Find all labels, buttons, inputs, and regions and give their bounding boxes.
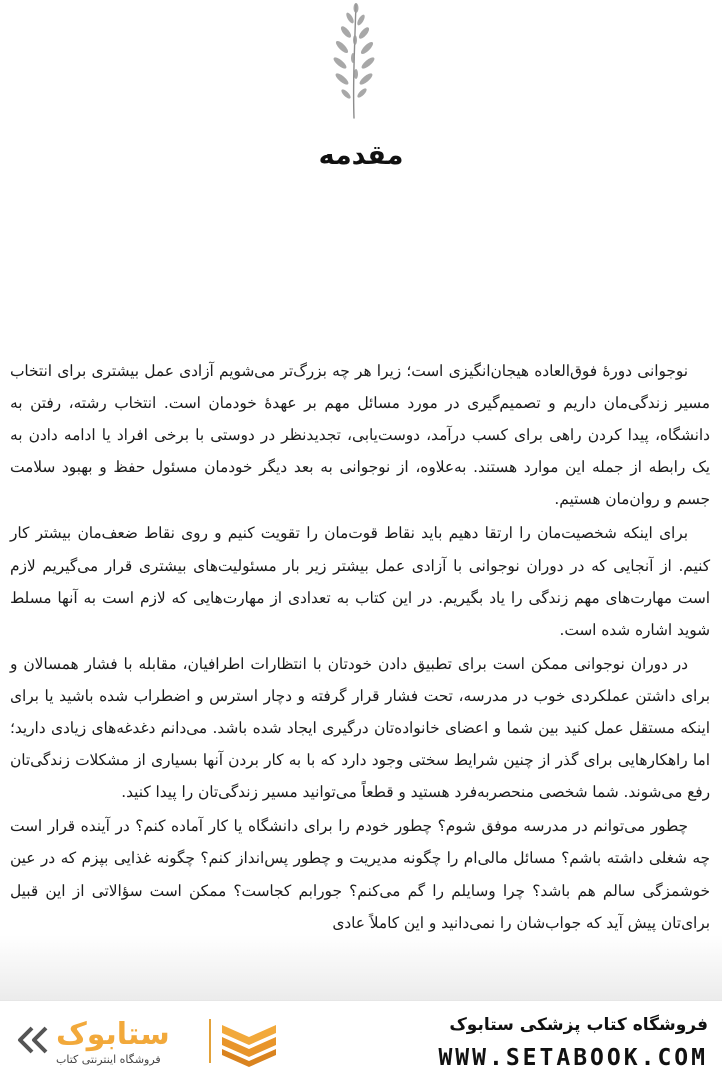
paragraph: چطور می‌توانم در مدرسه موفق شوم؟ چطور خودم را برای دانشگاه یا کار آماده کنم؟ در آینده قرار است چه شغلی داشته باشم؟ مسائل مالی‌ام را چگونه مدیریت و چطور پس‌انداز کنم؟ چگونه غذایی بپزم که در عین خوشمزگی سالم هم باشد؟ چرا وسایلم را گم می‌کنم؟ جورابم کجاست؟ ممکن است سؤالاتی از این قبیل برای‌تان پیش آید که جواب‌شان را نمی‌دانید و این کاملاً عادی [10, 817, 710, 932]
store-url-link[interactable]: WWW.SETABOOK.COM [438, 1045, 708, 1071]
store-footer-banner[interactable] [0, 1000, 722, 1081]
logo-divider [209, 1019, 211, 1063]
paragraph: برای اینکه شخصیت‌مان را ارتقا دهیم باید نقاط قوت‌مان را تقویت کنیم و روی نقاط ضعف‌مان بیشتر کار کنیم. از آنجایی که در دوران نوجوانی با آزادی عمل بیشتر زیر بار مسئولیت‌های بیشتری قرار می‌گیریم لازم است مهارت‌های مهم زندگی را یاد بگیریم. در این کتاب به تعدادی از مهارت‌هایی که لازم است به آنها مسلط شوید اشاره شده است. [10, 524, 711, 639]
double-chevron-icon [14, 1025, 54, 1055]
logo-text: ستابوک [56, 1017, 170, 1052]
page-fade-overlay [0, 935, 722, 1005]
page-title: مقدمه [318, 140, 404, 171]
paragraph: نوجوانی دورهٔ فوق‌العاده هیجان‌انگیزی است؛ زیرا هر چه بزرگ‌تر می‌شویم آزادی عمل بیشتری برای انتخاب مسیر زندگی‌مان داریم و تصمیم‌گیری در مورد مسائل مهم بر عهدهٔ خودمان است. انتخاب رشته، رفتن به دانشگاه، پیدا کردن راهی برای کسب درآمد، دوست‌یابی، تجدیدنظر در دوستی با برخی افراد یا ادامه دادن به یک رابطه از جمله این موارد هستند. به‌علاوه، از نوجوانی به بعد دیگر خودمان مسئول حفظ و بهبود سلامت جسم و روان‌مان هستیم. [10, 362, 710, 509]
paragraph: در دوران نوجوانی ممکن است برای تطبیق دادن خودتان با انتظارات اطرافیان، مقابله با فشار همسالان و برای داشتن عملکردی خوب در مدرسه، تحت فشار قرار گرفته و دچار استرس و اضطراب شده باشید یا برای اینکه مستقل عمل کنید بین شما و اعضای خانواده‌تان درگیری ایجاد شده باشد. می‌دانم دغدغه‌های زیادی دارید؛ اما راهکارهایی برای گذر از چنین شرایط سختی وجود دارد که با به کار بردن آنها بسیاری از مشکلات زندگی‌تان رفع می‌شوند. شما شخصی منحصربه‌فرد هستید و قطعاً می‌توانید مسیر زندگی‌تان را پیدا کنید. [10, 654, 710, 802]
store-logo[interactable] [14, 1013, 284, 1075]
store-name: فروشگاه کتاب پزشکی ستابوک [449, 1015, 708, 1035]
logo-subtitle: فروشگاه اینترنتی کتاب [56, 1053, 161, 1066]
book-stack-icon [216, 1017, 282, 1067]
leaf-ornament-icon [326, 0, 382, 122]
body-text [10, 355, 710, 941]
